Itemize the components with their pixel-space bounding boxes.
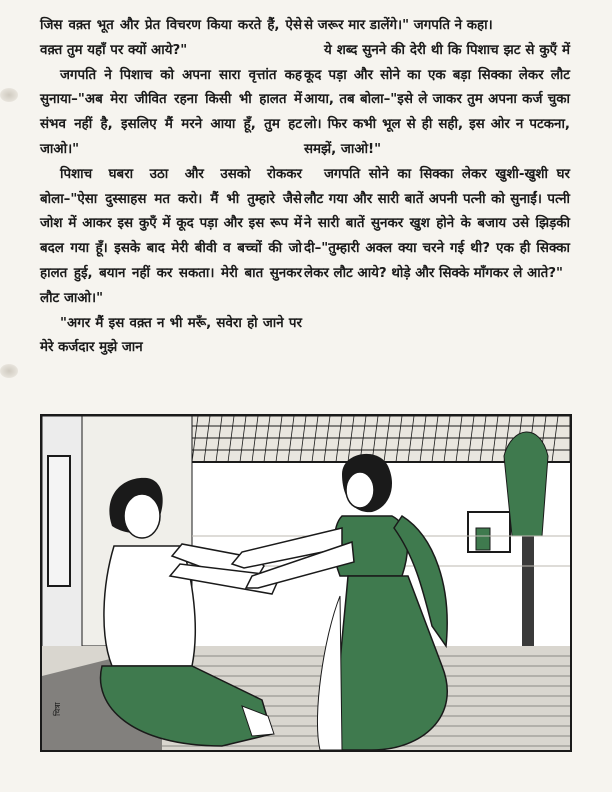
story-text-right-column bbox=[304, 14, 570, 287]
paragraph: जगपति सोने का सिक्का लेकर खुशी-खुशी घर लौट गया और सारी बातें अपनी पत्नी को सुनाईं। पत्नी ने सारी बातें सुनकर खुश होने के बजाय उसे झिड़की दी–"तुम्हारी अक्ल क्या चरने गई थी? एक ही सिक्का लेकर लौट आये? थोड़े और सिक्के माँगकर ले आते?" bbox=[304, 166, 570, 281]
punch-hole-top bbox=[0, 88, 18, 102]
paragraph: से जरूर मार डालेंगे।" जगपति ने कहा। bbox=[304, 18, 493, 33]
paragraph: जगपति ने पिशाच को अपना सारा वृत्तांत कह सुनाया–"अब मेरा जीवित रहना किसी भी हालत में संभव नहीं है, इसलिए मैं मरने आया हूँ, तुम हट जाओ।" bbox=[40, 67, 302, 157]
paragraph: पिशाच घबरा उठा और उसको रोककर बोला–"ऐसा दुस्साहस मत करो। मैं भी तुम्हारे जैसे जोश में आकर इस कुएँ में कूद पड़ा और इस रूप में बदल गया हूँ। इसके बाद मेरी बीवी व बच्चों की जो हालत हुई, बयान नहीं कर सकता। मेरी बात सुनकर लौट जाओ।" bbox=[40, 166, 302, 306]
paragraph: जिस वक़्त भूत और प्रेत विचरण किया करते हैं, ऐसे वक़्त तुम यहाँ पर क्यों आये?" bbox=[40, 18, 302, 58]
paragraph: ये शब्द सुनने की देरी थी कि पिशाच झट से कुएँ में कूद पड़ा और सोने का एक बड़ा सिक्का लेकर लौट आया, तब बोला–"इसे ले जाकर तुम अपना कर्ज चुका लो। फिर कभी भूल से ही सही, इस ओर न पटकना, समझें, जाओ!" bbox=[304, 42, 570, 157]
story-illustration bbox=[40, 414, 572, 752]
paragraph: "अगर मैं इस वक़्त न भी मरूँ, सवेरा हो जाने पर मेरे कर्जदार मुझे जान bbox=[40, 315, 302, 356]
story-text-left-column bbox=[40, 14, 302, 361]
punch-hole-bottom bbox=[0, 364, 18, 378]
illustration-drawing bbox=[42, 416, 570, 750]
window-frame bbox=[48, 456, 70, 586]
artist-signature: चित्रा bbox=[53, 702, 62, 716]
hanging-cloth bbox=[504, 432, 548, 536]
